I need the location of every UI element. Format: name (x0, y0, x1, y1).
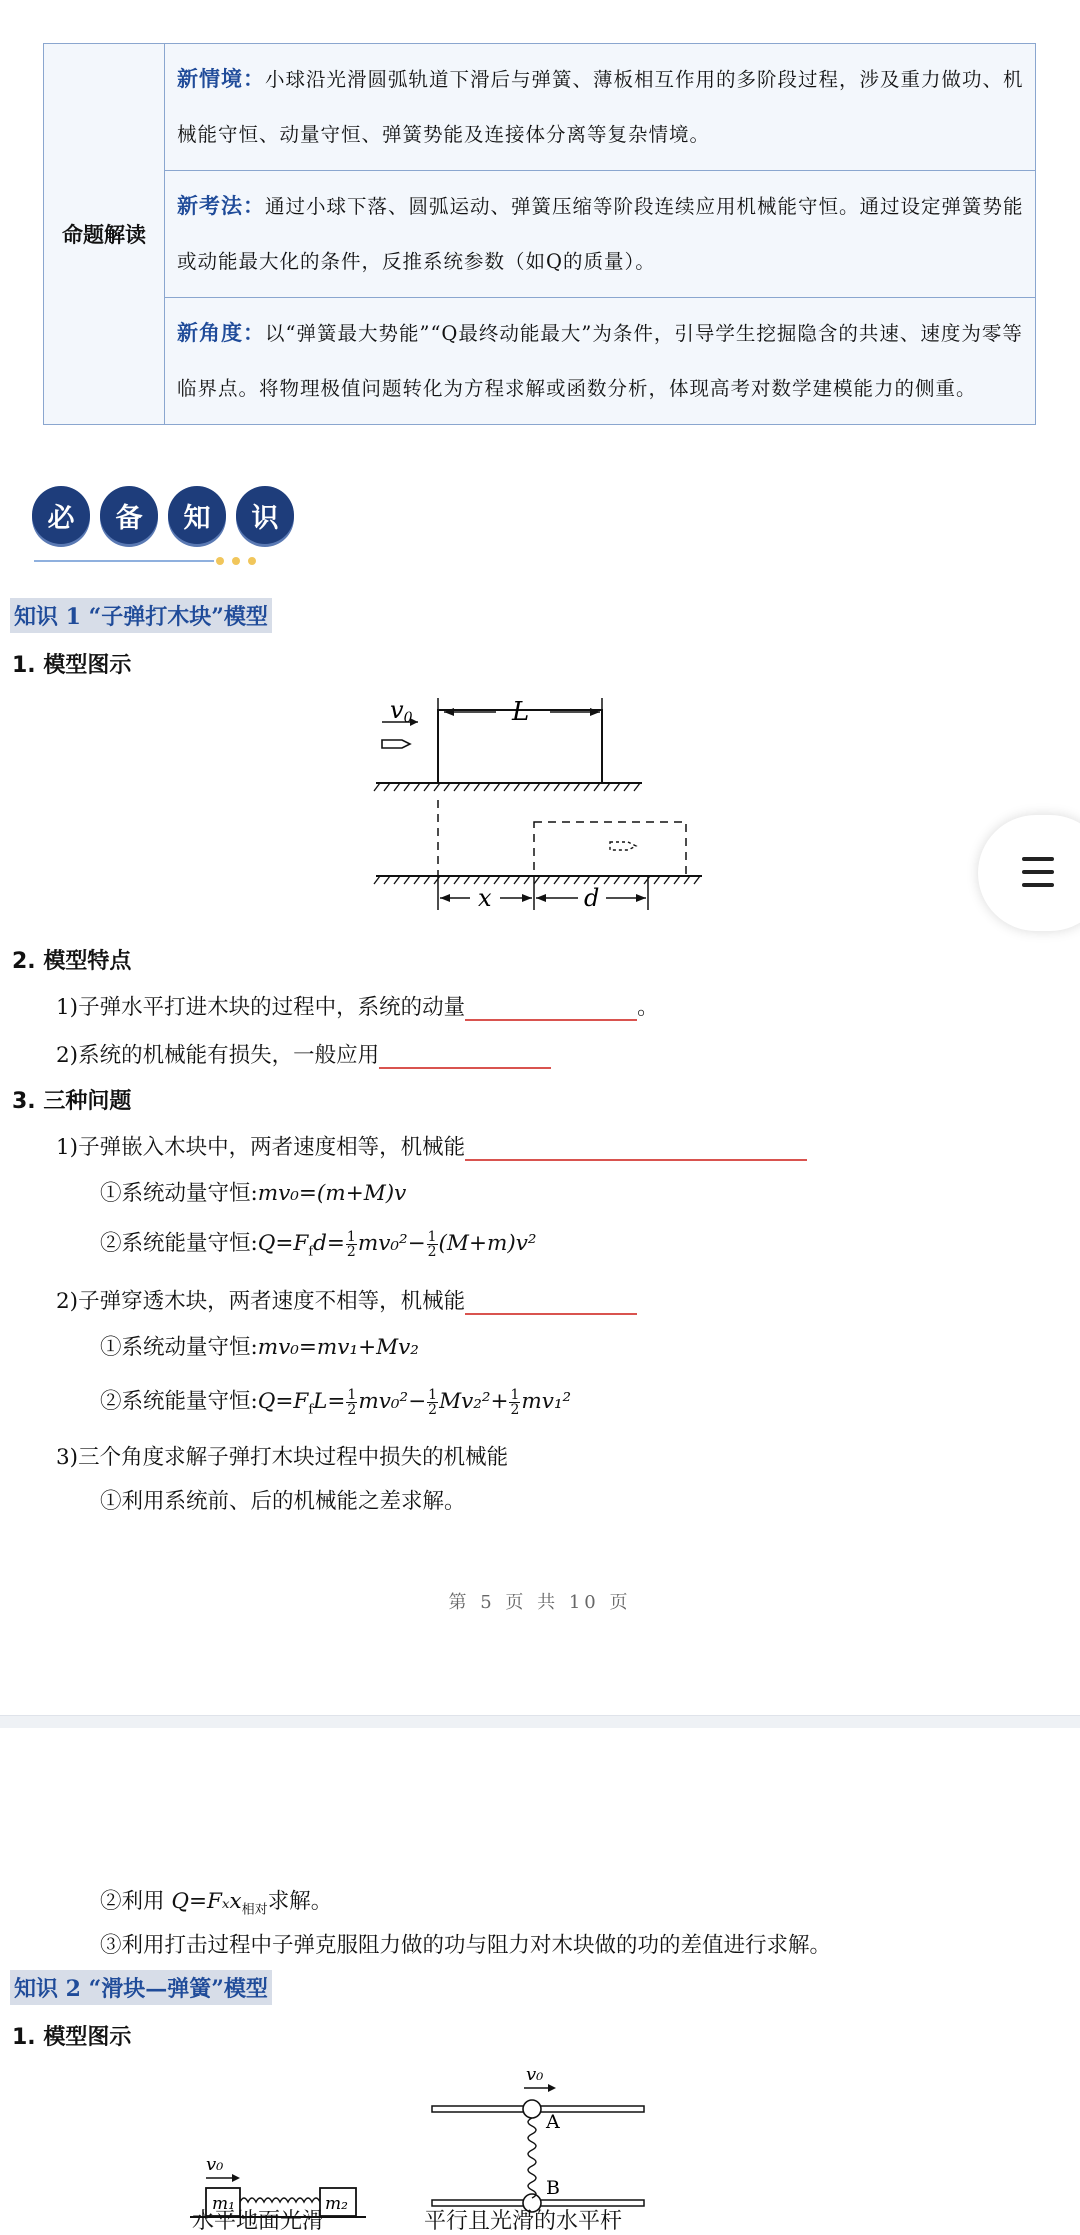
row-text: 以“弹簧最大势能”“Q最终动能最大”为条件，引导学生挖掘隐含的共速、速度为零等临界点。将物理极值问题转化为方程求解或函数分析，体现高考对数学建模能力的侧重。 (177, 322, 1023, 400)
problem-2-momentum: ①系统动量守恒:mv₀=mv₁+Mv₂ (100, 1335, 419, 1360)
hamburger-icon (1022, 857, 1054, 861)
caption-ground: 水平地面光滑 (192, 2209, 325, 2234)
problem-3: 3)三个角度求解子弹打木块过程中损失的机械能 (56, 1445, 509, 1470)
problem-3-method-3: ③利用打击过程中子弹克服阻力做的功与阻力对木块做的功的差值进行求解。 (100, 1933, 832, 1958)
svg-text:B: B (546, 2177, 560, 2199)
table-row-new-context (165, 44, 1036, 171)
answer-blank[interactable] (465, 1137, 807, 1161)
menu-button[interactable] (978, 815, 1080, 931)
feature-1: 1)子弹水平打进木块的过程中，系统的动量 。 (56, 995, 659, 1020)
problem-2: 2)子弹穿透木块，两者速度不相等，机械能 (56, 1284, 637, 1315)
answer-blank[interactable] (465, 1291, 637, 1315)
bullet-block-diagram (360, 688, 720, 918)
document-page-6 (0, 1728, 1080, 2234)
svg-text:m₂: m₂ (325, 2194, 348, 2214)
table-header: 命题解读 (44, 44, 165, 425)
heading-model-features: 2. 模型特点 (12, 949, 132, 974)
problem-1: 1)子弹嵌入木块中，两者速度相等，机械能 (56, 1130, 807, 1161)
section-title-knowledge-2: 知识 2 “滑块—弹簧”模型 (10, 1970, 272, 2005)
svg-text:v₀: v₀ (526, 2064, 544, 2085)
problem-1-energy: ②系统能量守恒$:Q=F_fd=$ $\frac{1}{2}$ mv₀²− $\frac{1}{2}$ (M+m)v² (100, 1228, 537, 1260)
feature-2: 2)系统的机械能有损失，一般应用 (56, 1038, 551, 1069)
page-number: 第 5 页 共 10 页 (448, 1592, 632, 1613)
problem-3-method-1: ①利用系统前、后的机械能之差求解。 (100, 1489, 466, 1514)
problem-3-method-2: ②利用 Q=Fₓx$_{相对}$求解。 (100, 1889, 333, 1918)
slider-spring-diagram-ground (180, 2060, 380, 2221)
label-L: L (512, 697, 530, 727)
badge-underline (34, 560, 214, 562)
badge-char: 备 (100, 486, 158, 544)
svg-text:A: A (546, 2111, 560, 2133)
caption-rods: 平行且光滑的水平杆 (424, 2209, 623, 2234)
section-title-knowledge-1: 知识 1 “子弹打木块”模型 (10, 598, 272, 633)
heading-model-figure-2: 1. 模型图示 (12, 2025, 132, 2050)
label-v0: v0 (390, 696, 413, 726)
svg-text:m₁: m₁ (212, 2194, 235, 2214)
heading-model-figure: 1. 模型图示 (12, 653, 132, 678)
table-row-new-angle (165, 298, 1036, 425)
badge-char: 必 (32, 486, 90, 544)
badge-char: 知 (168, 486, 226, 544)
heading-three-problems: 3. 三种问题 (12, 1089, 132, 1114)
row-tag: 新考法： (177, 194, 265, 218)
label-x: x (478, 884, 492, 912)
label-d: d (584, 884, 600, 912)
badge-char: 识 (236, 486, 294, 544)
row-text: 小球沿光滑圆弧轨道下滑后与弹簧、薄板相互作用的多阶段过程，涉及重力做功、机械能守恒、动量守恒、弹簧势能及连接体分离等复杂情境。 (177, 68, 1024, 146)
row-tag: 新角度： (177, 321, 265, 345)
slider-spring-diagram-rods (420, 2060, 660, 2221)
problem-1-momentum: ①系统动量守恒:mv₀=(m+M)v (100, 1181, 407, 1206)
problem-2-energy: ②系统能量守恒$:Q=F_fL=$ $\frac{1}{2}$ mv₀²− $\frac{1}{2}$ Mv₂²+ $\frac{1}{2}$ mv₁² (100, 1386, 572, 1418)
proposition-table (43, 43, 1036, 425)
table-row-new-method (165, 171, 1036, 298)
row-tag: 新情境： (177, 67, 265, 91)
answer-blank[interactable] (379, 1045, 551, 1069)
row-text: 通过小球下落、圆弧运动、弹簧压缩等阶段连续应用机械能守恒。通过设定弹簧势能或动能最大化的条件，反推系统参数（如Q的质量）。 (177, 195, 1024, 273)
decorative-dots (216, 560, 256, 565)
section-badges (32, 486, 294, 546)
answer-blank[interactable] (465, 997, 637, 1021)
svg-text:v₀: v₀ (206, 2154, 224, 2175)
